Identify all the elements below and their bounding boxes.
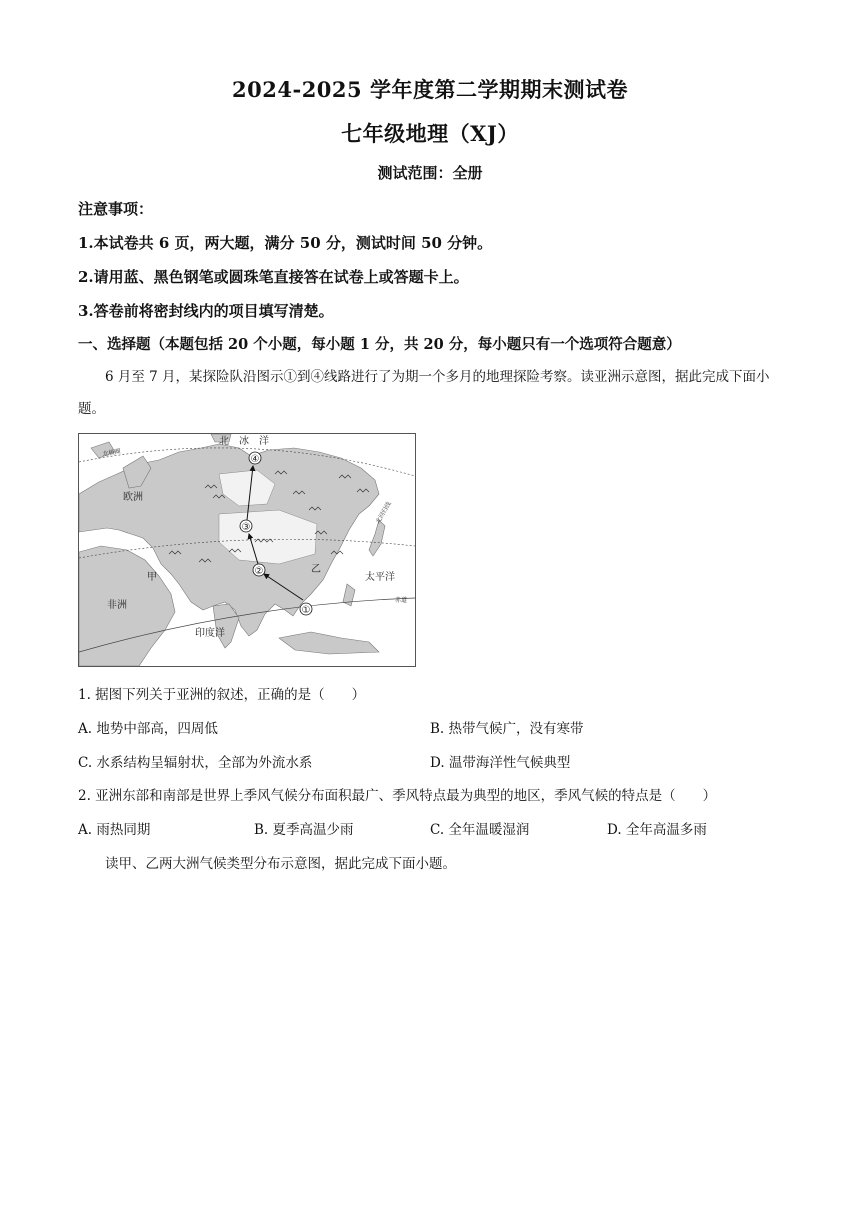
label-equator: 赤道 <box>395 597 408 604</box>
japan-islands <box>369 520 385 556</box>
label-pacific: 太平洋 <box>365 572 395 583</box>
q1-option-c[interactable]: C. 水系结构呈辐射状，全部为外流水系 <box>78 755 313 771</box>
notes-heading: 注意事项： <box>78 200 154 218</box>
q2-option-d[interactable]: D. 全年高温多雨 <box>607 822 707 838</box>
climate-intro: 读甲、乙两大洲气候类型分布示意图，据此完成下面小题。 <box>105 856 456 872</box>
asia-map-figure <box>78 433 416 667</box>
q2-option-b[interactable]: B. 夏季高温少雨 <box>254 822 354 838</box>
exam-subtitle: 七年级地理（XJ） <box>341 121 519 146</box>
q2-option-a[interactable]: A. 雨热同期 <box>78 822 151 838</box>
label-arctic-ocean: 北 冰 洋 <box>219 436 269 447</box>
q1-stem: 1. 据图下列关于亚洲的叙述，正确的是（ ） <box>78 687 366 703</box>
label-jia: 甲 <box>147 572 157 583</box>
q1-option-b[interactable]: B. 热带气候广，没有寒带 <box>430 721 584 737</box>
philippines-islands <box>343 584 355 606</box>
q2-stem: 2. 亚洲东部和南部是世界上季风气候分布面积最广、季风特点最为典型的地区，季风气候的特点是（ ） <box>78 788 717 804</box>
exam-scope: 测试范围：全册 <box>377 164 483 182</box>
route-point-3-label: ③ <box>241 522 251 533</box>
note-item-1: 1.本试卷共 6 页，两大题，满分 50 分，测试时间 50 分钟。 <box>78 234 493 252</box>
asia-map-svg <box>79 434 415 666</box>
indonesia-islands <box>279 632 379 654</box>
label-europe: 欧洲 <box>123 492 143 503</box>
q1-option-d[interactable]: D. 温带海洋性气候典型 <box>430 755 571 771</box>
label-yi: 乙 <box>311 564 321 575</box>
label-tropic: 北回归线 <box>374 500 393 525</box>
note-item-2: 2.请用蓝、黑色钢笔或圆珠笔直接答在试卷上或答题卡上。 <box>78 268 469 286</box>
label-indian-ocean: 印度洋 <box>195 628 225 639</box>
route-point-2-label: ② <box>254 566 264 577</box>
route-point-1-label: ① <box>301 605 311 616</box>
note-item-3: 3.答卷前将密封线内的项目填写清楚。 <box>78 302 334 320</box>
q1-option-a[interactable]: A. 地势中部高，四周低 <box>78 721 218 737</box>
section-intro: 6 月至 7 月，某探险队沿图示①到④线路进行了为期一个多月的地理探险考察。读亚洲示意图，据此完成下面小题。 <box>78 369 770 417</box>
label-arctic-circle: 北极圈 <box>102 447 122 458</box>
section-heading: 一、选择题（本题包括 20 个小题，每小题 1 分，共 20 分，每小题只有一个选项符合题意） <box>78 336 681 353</box>
exam-title: 2024-2025 学年度第二学期期末测试卷 <box>232 77 628 102</box>
q2-option-c[interactable]: C. 全年温暖湿润 <box>430 822 530 838</box>
route-point-4-label: ④ <box>250 454 260 465</box>
label-africa: 非洲 <box>107 600 127 611</box>
